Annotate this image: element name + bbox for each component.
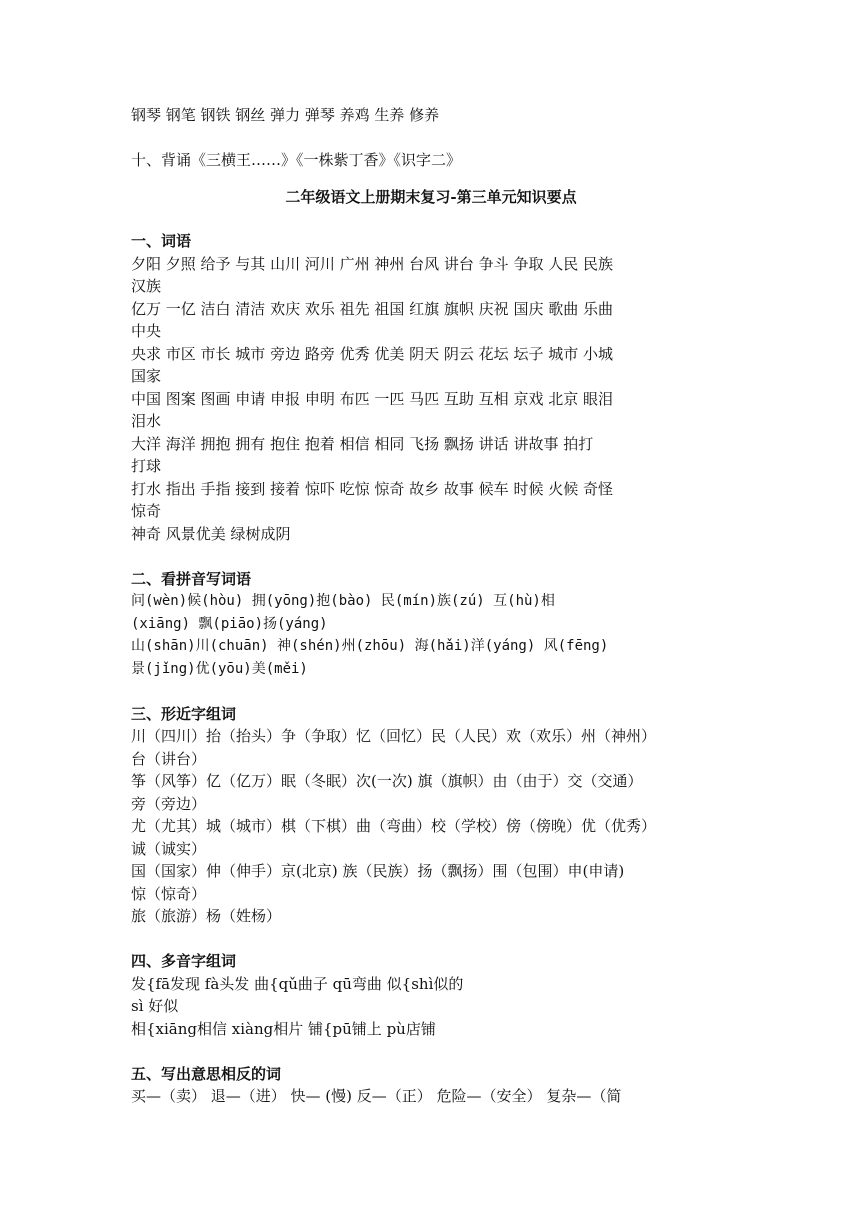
text-line: 旅（旅游）杨（姓杨） (131, 907, 282, 925)
spacer (131, 127, 731, 150)
section-heading-polyphonic: 四、多音字组词 (131, 952, 237, 970)
text-line: 国家 (131, 367, 162, 385)
text-line: 问(wèn)候(hòu) 拥(yōng)抱(bào) 民(mín)族(zú) 互(hù)相 (131, 593, 555, 609)
text-line: 尤（尤其）城（城市）棋（下棋）曲（弯曲）校（学校）傍（傍晚）优（优秀） (131, 817, 657, 835)
section-heading-similar-characters: 三、形近字组词 (131, 704, 237, 723)
text-line: 山(shān)川(chuān) 神(shén)州(zhōu) 海(hǎi)洋(yáng) 风(fēng) (131, 638, 609, 654)
text-line: 中国 图案 图画 申请 申报 申明 布匹 一匹 马匹 互助 互相 京戏 北京 眼泪 (131, 389, 613, 408)
text-line: 发{fā发现 fà头发 曲{qǔ曲子 qū弯曲 似{shì似的 (131, 974, 464, 993)
page-title: 二年级语文上册期末复习-第三单元知识要点 (285, 187, 577, 206)
text-line: 景(jǐng)优(yōu)美(měi) (131, 660, 308, 677)
text-line: sì 好似 (131, 997, 179, 1015)
text-line: 大洋 海洋 拥抱 拥有 抱住 抱着 相信 相同 飞扬 飘扬 讲话 讲故事 拍打 (131, 434, 594, 453)
text-line: 旁（旁边） (131, 794, 207, 813)
text-line: 台（讲台） (131, 749, 207, 768)
section-heading-antonyms: 五、写出意思相反的词 (131, 1064, 282, 1083)
recite-line: 十、背诵《三横王……》《一株紫丁香》《识字二》 (131, 151, 462, 169)
spacer (131, 680, 731, 703)
text-line: 惊奇 (131, 502, 162, 520)
text-line: 亿万 一亿 洁白 清洁 欢庆 欢乐 祖先 祖国 红旗 旗帜 庆祝 国庆 歌曲 乐曲 (131, 299, 613, 318)
text-line: (xiāng) 飘(piāo)扬(yáng) (131, 615, 328, 632)
text-line: 泪水 (131, 412, 162, 430)
text-line: 惊（惊奇） (131, 884, 207, 903)
spacer (131, 928, 731, 951)
text-line: 打球 (131, 457, 162, 475)
text-line: 神奇 风景优美 绿树成阴 (131, 524, 291, 543)
vocab-line: 钢琴 钢笔 钢铁 钢丝 弹力 弹琴 养鸡 生养 修养 (131, 106, 440, 124)
text-line: 央求 市区 市长 城市 旁边 路旁 优秀 优美 阴天 阴云 花坛 坛子 城市 小城 (131, 344, 613, 363)
text-line: 诚（诚实） (131, 839, 207, 858)
text-line: 相{xiāng相信 xiàng相片 铺{pū铺上 pù店铺 (131, 1019, 436, 1038)
text-line: 汉族 (131, 277, 162, 295)
spacer (131, 1040, 731, 1063)
document-page (131, 104, 731, 1108)
text-line: 筝（风筝）亿（亿万）眠（冬眠）次(一次) 旗（旗帜）由（由于）交（交通） (131, 772, 643, 790)
text-line: 国（国家）伸（伸手）京(北京) 族（民族）扬（飘扬）围（包围）申(申请) (131, 862, 625, 880)
text-line: 夕阳 夕照 给予 与其 山川 河川 广州 神州 台风 讲台 争斗 争取 人民 民族 (131, 254, 613, 273)
text-line: 打水 指出 手指 接到 接着 惊吓 吃惊 惊奇 故乡 故事 候车 时候 火候 奇怪 (131, 479, 613, 498)
text-line: 中央 (131, 322, 162, 340)
spacer (131, 545, 731, 568)
section-heading-vocabulary: 一、词语 (131, 232, 192, 250)
section-heading-pinyin: 二、看拼音写词语 (131, 569, 252, 588)
text-line: 川（四川）抬（抬头）争（争取）忆（回忆）民（人民）欢（欢乐）州（神州） (131, 727, 657, 745)
text-line: 买—（卖） 退—（进） 快— (慢) 反—（正） 危险—（安全） 复杂—（简 (131, 1087, 622, 1105)
